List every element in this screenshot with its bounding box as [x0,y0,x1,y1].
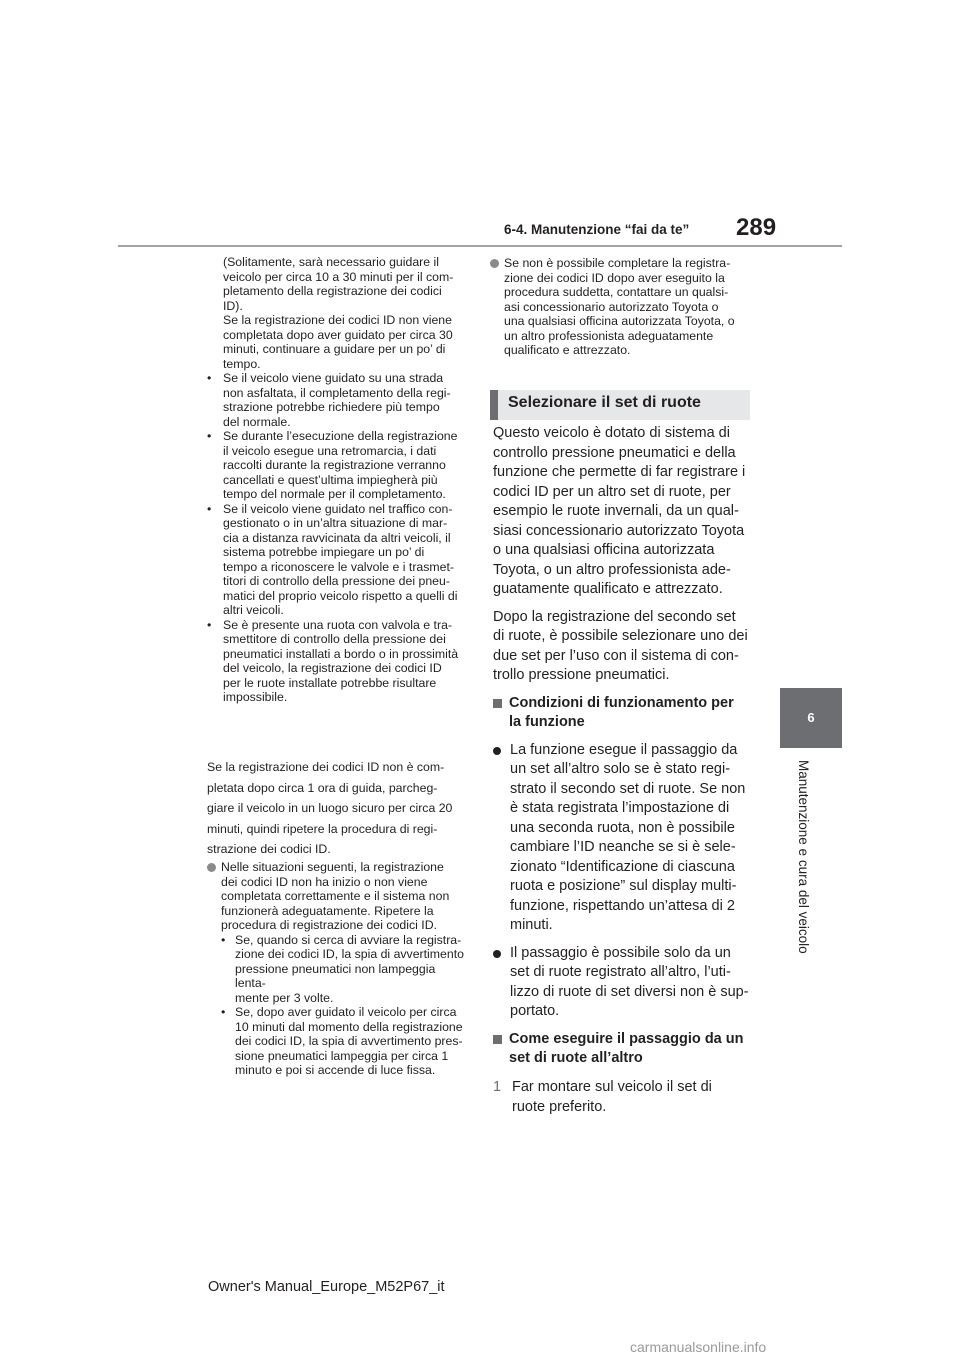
note-bullet-list [221,933,469,1078]
note-dot-icon [490,259,499,268]
intro-text: (Solitamente, sarà necessario guidare il veicolo per circa 10 a 30 minuti per il com- pletamento della registrazione dei codici ID). Se la registrazione dei codici ID non viene completata dopo aver guidato per circa 30 minuti, continuare a guidare per un po’ di tempo. [223,255,454,371]
bullet-item: La funzione esegue il passaggio da un set all’altro solo se è stato regi- strato il secondo set di ruote. Se non è stata registrata l’impostazione di una seconda ruota, non è possibile cambiare l’ID neanche se si è sele- zionato “Identificazione di ciascuna ruota e posizione” sul display multi- funzione, rispettando un’attesa di 2 minuti. [493,741,753,936]
note-text: Nelle situazioni seguenti, la registrazione dei codici ID non ha inizio o non viene completata correttamente e il sistema non funzionerà adeguatamente. Ripetere la procedura di registrazione dei codici ID. [221,860,450,932]
square-bullet-icon [493,699,502,708]
note-item [207,860,469,1078]
paragraph-2: Dopo la registrazione del secondo set di ruote, è possibile selezionare uno dei due set per l’uso con il sistema di con- trollo pressione pneumatici. [493,608,748,683]
right-note-text: Se non è possibile completare la registra- zione dei codici ID dopo aver eseguito la procedura suddetta, contattare un qualsi- asi concessionario autorizzato Toyota o una qualsiasi officina autorizzata Toyota, o un altro professionista adeguatamente qualificato e attrezzato. [504,256,735,357]
section-heading-box [490,390,750,420]
left-column [207,255,467,705]
page-number: 289 [736,214,777,241]
square-bullet-icon [493,1035,502,1044]
paragraph-1: Questo veicolo è dotato di sistema di controllo pressione pneumatici e della funzione che permette di far registrare i codici ID per un altro set di ruote, per esempio le ruote invernali, da un qual- siasi concessionario autorizzato Toyota o una qualsiasi officina autorizzata Toyota, o un altro professionista ade- guatamente qualificato e attrezzato. [493,425,746,597]
note-bullet-item: • Se, quando si cerca di avviare la registra- zione dei codici ID, la spia di avvertimento pressione pneumatici non lampeggia lenta- mente per 3 volte. [221,932,464,1005]
subheading-howto: Come eseguire il passaggio da un set di ruote all’altro [493,1030,753,1069]
bullet-dot-icon [493,950,501,958]
chapter-number: 6 [807,710,815,725]
header-divider [118,245,842,247]
note-block [207,860,469,1078]
note-bullet-item: • Se, dopo aver guidato il veicolo per circa 10 minuti dal momento della registrazione dei codici ID, la spia di avvertimento pres- sione pneumatici lampeggia per circa 1 minuto e poi si accende di luce fissa. [221,1005,463,1077]
right-body [493,424,753,1126]
note-dot-icon [207,863,216,872]
footer-watermark: carmanualsonline.info [630,1339,767,1355]
step-number: 1 [493,1078,502,1095]
bullet-item: • Se è presente una ruota con valvola e tra- smettitore di controllo della pressione dei pneumatici installati a bordo o in prossimità del veicolo, la registrazione dei codici ID per le ruote installate potrebbe risultare impossibile. [207,617,459,704]
bullet-icon: • [221,1005,226,1019]
section-heading: Selezionare il set di ruote [508,394,701,411]
footer-document-id: Owner's Manual_Europe_M52P67_it [208,1279,445,1295]
bullet-list [207,371,467,705]
bullet-item: Il passaggio è possibile solo da un set di ruote registrato all’altro, l’uti- lizzo di ruote di set diversi non è sup- portato. [493,944,753,1022]
step-1: 1 Far montare sul veicolo il set di ruote preferito. [493,1078,712,1115]
bullet-item: • Se il veicolo viene guidato su una strada non asfaltata, il completamento della regi- strazione potrebbe richiedere più tempo del normale. [207,371,451,429]
section-title: 6-4. Manutenzione “fai da te” [504,222,690,237]
bullet-icon: • [207,371,212,385]
right-note [490,256,752,358]
bullet-dot-icon [493,747,501,755]
bullet-icon: • [207,429,212,443]
bullet-item: • Se durante l’esecuzione della registrazione il veicolo esegue una retromarcia, i dati raccolti durante la registrazione verranno cancellati e quest’ultima impiegherà più tempo del normale per il completamento. [207,429,458,501]
bullet-item: • Se il veicolo viene guidato nel traffico con- gestionato o in un’altra situazione di mar- cia a distanza ravvicinata da altri veicoli, il sistema potrebbe impiegare un po’ di tempo a riconoscere le valvole e i trasmet- titori di controllo della pressione dei pneu- matici del proprio veicolo rispetto a quelli di altri veicoli. [207,501,458,617]
subheading-conditions: Condizioni di funzionamento per la funzione [493,694,753,733]
chapter-tab [780,688,842,748]
bullet-icon: • [221,932,226,947]
chapter-label: Manutenzione e cura del veicolo [796,760,811,954]
retry-paragraph: Se la registrazione dei codici ID non è com- pletata dopo circa 1 ora di guida, parcheg- giare il veicolo in un luogo sicuro per circa 20 minuti, quindi ripetere la procedura di regi- strazione dei codici ID. [207,760,453,857]
bullet-icon: • [207,501,212,516]
bullet-icon: • [207,617,212,632]
